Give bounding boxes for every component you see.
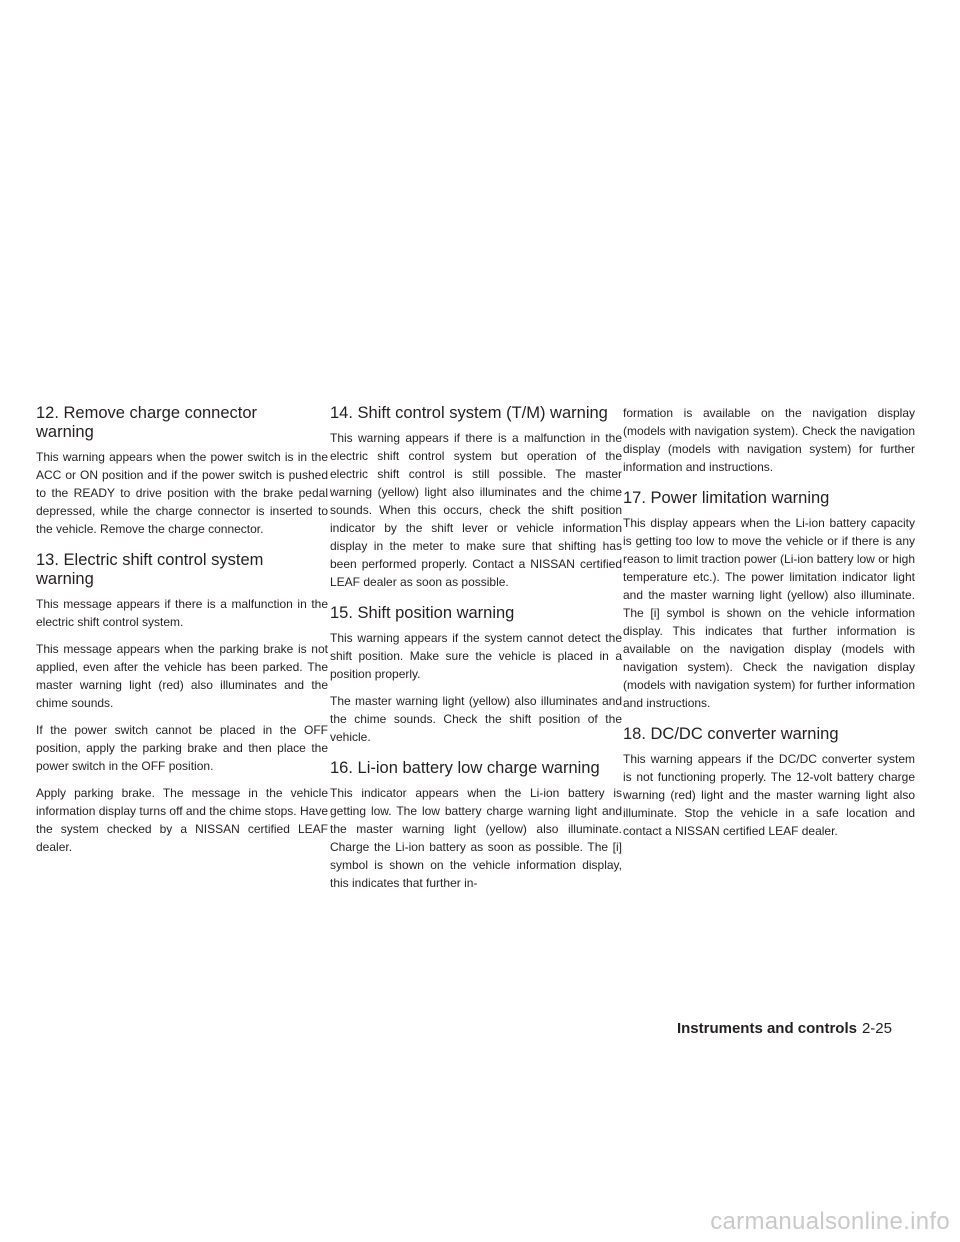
page-footer bbox=[677, 1020, 892, 1037]
column-1 bbox=[36, 404, 328, 869]
section-14-heading: 14. Shift control system (T/M) warning bbox=[330, 404, 608, 422]
section-14-paragraph: This warning appears if there is a malfunction in the electric shift control system but operation of the electric shift control is still possible. The master warning (yellow) light also illuminates and the chime sounds. When this occurs, check the shift position indicator by the shift lever or vehicle information display in the meter to make sure that shifting has been performed properly. Contact a NISSAN certified LEAF dealer as soon as possible. bbox=[330, 431, 622, 589]
section-18 bbox=[623, 725, 915, 840]
section-18-paragraph: This warning appears if the DC/DC converter system is not functioning properly. The 12-volt battery charge warning (red) light and the master warning light also illuminate. Stop the vehicle in a safe location and contact a NISSAN certified LEAF dealer. bbox=[623, 752, 915, 838]
column-3 bbox=[623, 404, 915, 853]
section-16-continued-paragraph: formation is available on the navigation display (models with navigation system). Check the navigation display (models with navigation system) for further information and instructions. bbox=[623, 406, 915, 474]
section-13-paragraph-1: This message appears if there is a malfunction in the electric shift control system. bbox=[36, 597, 328, 629]
section-13-heading-line2: warning bbox=[36, 570, 94, 588]
section-16 bbox=[330, 759, 622, 892]
section-13-paragraph-4: Apply parking brake. The message in the vehicle information display turns off and the chime stops. Have the system checked by a NISSAN certified LEAF dealer. bbox=[36, 786, 328, 854]
section-15-paragraph-1: This warning appears if the system cannot detect the shift position. Make sure the vehicle is placed in a position properly. bbox=[330, 631, 622, 681]
section-14 bbox=[330, 404, 622, 591]
section-15-paragraph-2: The master warning light (yellow) also illuminates and the chime sounds. Check the shift position of the vehicle. bbox=[330, 694, 622, 744]
section-16-heading: 16. Li-ion battery low charge warning bbox=[330, 759, 600, 777]
section-16-paragraph: This indicator appears when the Li-ion battery is getting low. The low battery charge warning light and the master warning light (yellow) also illuminate. Charge the Li-ion battery as soon as possible. The [i] symbol is shown on the vehicle information display, this indicates that further in- bbox=[330, 786, 622, 890]
section-12-heading bbox=[36, 404, 328, 442]
section-16-continued bbox=[623, 404, 915, 476]
section-17-heading: 17. Power limitation warning bbox=[623, 489, 830, 507]
section-13 bbox=[36, 551, 328, 856]
section-12 bbox=[36, 404, 328, 538]
section-13-paragraph-2: This message appears when the parking brake is not applied, even after the vehicle has been parked. The master warning light (red) also illuminates and the chime sounds. bbox=[36, 642, 328, 710]
section-13-paragraph-3: If the power switch cannot be placed in the OFF position, apply the parking brake and then place the power switch in the OFF position. bbox=[36, 723, 328, 773]
section-12-paragraph: This warning appears when the power switch is in the ACC or ON position and if the power switch is pushed to the READY to drive position with the brake pedal depressed, while the charge connector is inserted to the vehicle. Remove the charge connector. bbox=[36, 450, 328, 536]
section-15-heading: 15. Shift position warning bbox=[330, 604, 515, 622]
footer-section-title: Instruments and controls bbox=[676, 1020, 857, 1037]
section-12-heading-line1: 12. Remove charge connector bbox=[36, 404, 258, 422]
column-2 bbox=[330, 404, 622, 905]
section-12-heading-line2: warning bbox=[36, 423, 94, 441]
section-15 bbox=[330, 604, 622, 746]
section-13-heading-line1: 13. Electric shift control system bbox=[36, 551, 264, 569]
footer-page-number: 2-25 bbox=[861, 1020, 892, 1037]
watermark: carmanualsonline.info bbox=[710, 1208, 950, 1235]
section-17-paragraph: This display appears when the Li-ion battery capacity is getting too low to move the vehicle or if there is any reason to limit traction power (Li-ion battery low or high temperature etc.). The power limitation indicator light and the master warning light (yellow) also illuminate. The [i] symbol is shown on the vehicle information display. This indicates that further information is available on the navigation display (models with navigation system). Check the navigation display (models with navigation system) for further information and instructions. bbox=[623, 516, 915, 710]
section-13-heading bbox=[36, 551, 328, 589]
section-18-heading: 18. DC/DC converter warning bbox=[623, 725, 839, 743]
section-17 bbox=[623, 489, 915, 712]
